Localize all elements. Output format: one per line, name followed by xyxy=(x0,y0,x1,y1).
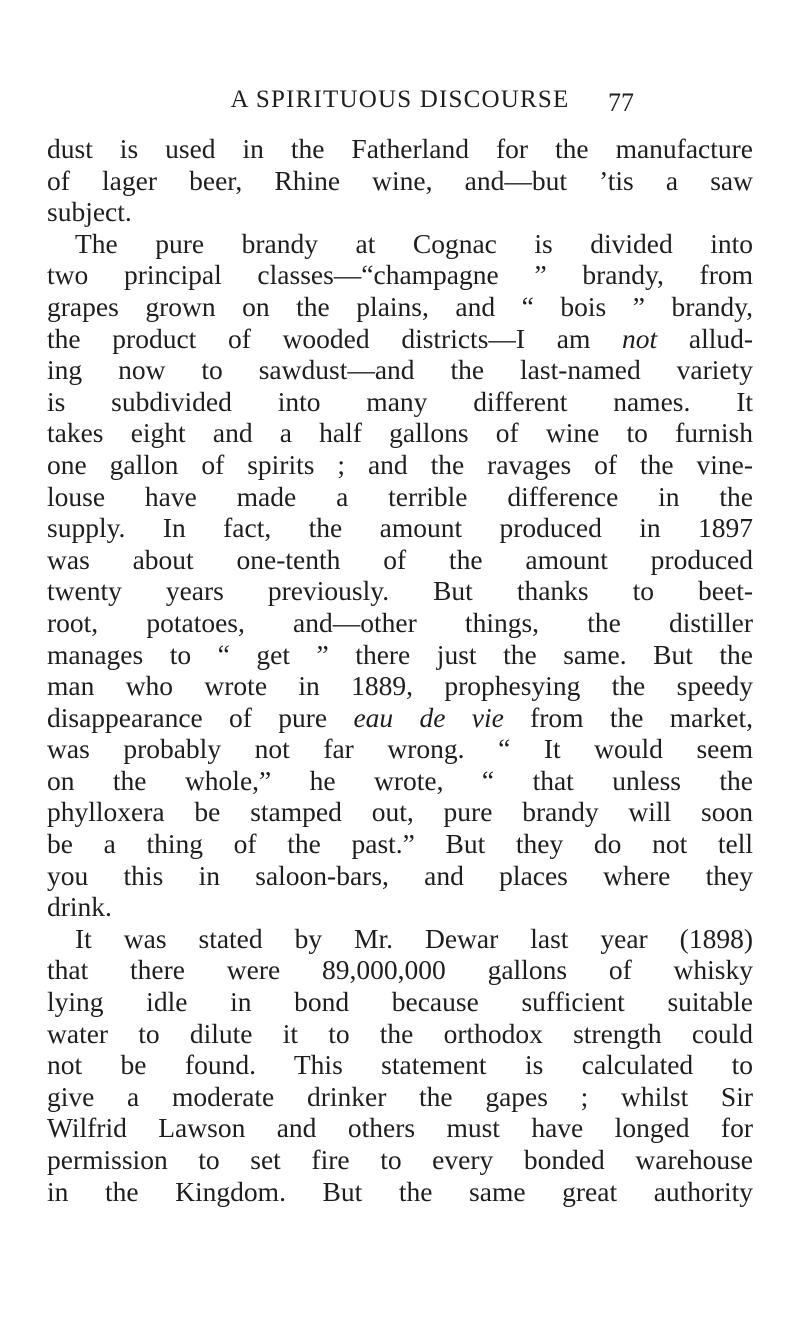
text-line: phylloxera be stamped out, pure brandy will soon xyxy=(47,796,753,828)
text-line: twenty years previously. But thanks to beet- xyxy=(47,575,753,607)
running-head: A SPIRITUOUS DISCOURSE xyxy=(230,86,570,113)
text-line: is subdivided into many different names. It xyxy=(47,385,753,417)
text-line: subject. xyxy=(47,196,132,228)
text-line: supply. In fact, the amount produced in 1897 xyxy=(47,512,753,544)
text-line: give a moderate drinker the gapes ; whilst Sir xyxy=(47,1080,753,1112)
body-text xyxy=(47,133,753,1207)
text-line: of lager beer, Rhine wine, and—but ’tis a saw xyxy=(47,164,753,196)
text-line: dust is used in the Fatherland for the manufacture xyxy=(47,133,753,164)
text-line: was about one-tenth of the amount produced xyxy=(47,543,753,575)
text-line: disappearance of pure eau de vie from the market, xyxy=(47,701,754,733)
text-line: permission to set fire to every bonded warehouse xyxy=(47,1144,753,1175)
text-line: that there were 89,000,000 gallons of whisky xyxy=(47,954,753,986)
text-line: lying idle in bond because sufficient suitable xyxy=(47,986,753,1018)
text-line: Wilfrid Lawson and others must have longed for xyxy=(47,1112,753,1144)
text-line: drink. xyxy=(47,891,112,923)
text-line: the product of wooded districts—I am not allud- xyxy=(47,322,754,354)
text-line: was probably not far wrong. “ It would seem xyxy=(47,733,753,765)
text-line: root, potatoes, and—other things, the distiller xyxy=(47,606,753,638)
text-line: you this in saloon-bars, and places where they xyxy=(47,859,753,891)
text-line: takes eight and a half gallons of wine to furnish xyxy=(47,417,753,449)
page-header xyxy=(0,86,800,118)
text-line: louse have made a terrible difference in the xyxy=(47,480,753,512)
text-line: man who wrote in 1889, prophesying the speedy xyxy=(47,670,753,702)
text-line: It was stated by Mr. Dewar last year (1898) xyxy=(75,922,753,954)
text-line: water to dilute it to the orthodox strength could xyxy=(47,1017,753,1049)
text-line: in the Kingdom. But the same great authority xyxy=(47,1175,753,1207)
italic-phrase: not xyxy=(622,322,658,354)
text-line: one gallon of spirits ; and the ravages of the vine- xyxy=(47,448,753,480)
text-line: ing now to sawdust—and the last-named variety xyxy=(47,354,753,386)
text-line: grapes grown on the plains, and “ bois ” brandy, xyxy=(47,290,753,322)
page-number: 77 xyxy=(608,88,634,117)
text-line: manages to “ get ” there just the same. But the xyxy=(47,638,753,670)
italic-phrase: eau de vie xyxy=(353,701,504,733)
text-line: be a thing of the past.” But they do not tell xyxy=(47,828,753,860)
text-line: on the whole,” he wrote, “ that unless the xyxy=(47,764,753,796)
text-line: two principal classes—“champagne ” brandy, from xyxy=(47,259,753,291)
text-line: not be found. This statement is calculated to xyxy=(47,1049,753,1081)
text-line: The pure brandy at Cognac is divided into xyxy=(75,227,753,259)
